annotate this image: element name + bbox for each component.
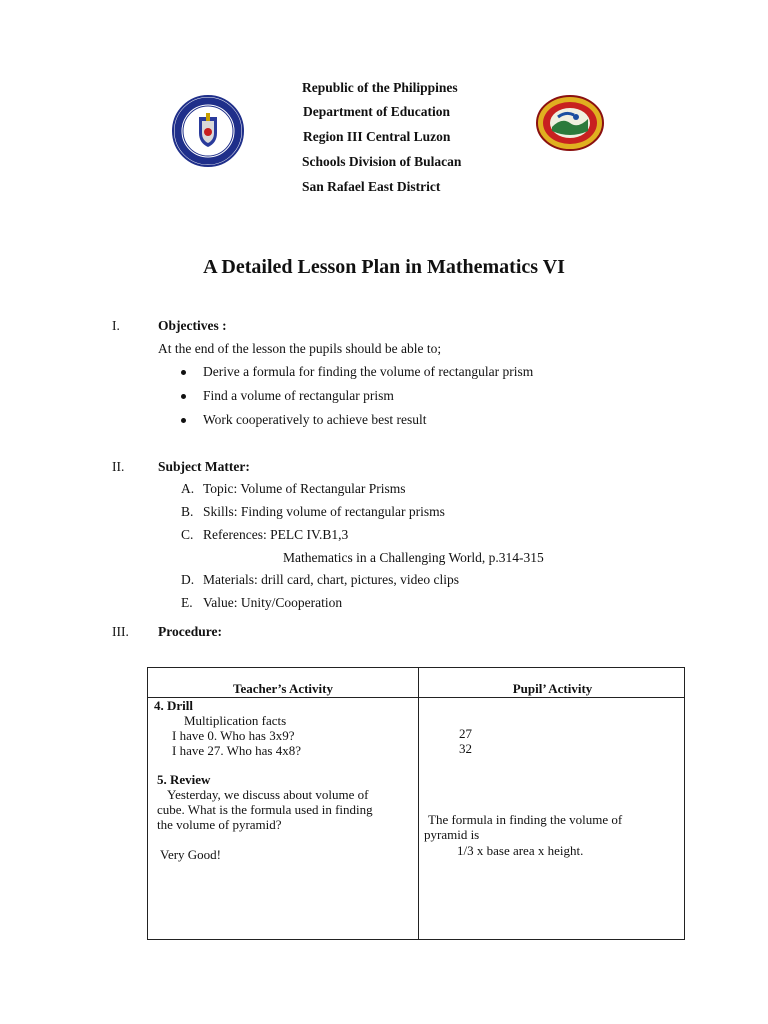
subject-item-text: Value: Unity/Cooperation [203, 595, 343, 610]
header-division: Schools Division of Bulacan [302, 154, 462, 169]
subject-item-letter: A. [181, 481, 195, 496]
pupil-line: pyramid is [424, 827, 480, 842]
subject-item-text: Topic: Volume of Rectangular Prisms [203, 481, 406, 496]
subject-item-text: Skills: Finding volume of rectangular prisms [203, 504, 445, 519]
review-heading: 5. Review [157, 772, 211, 787]
subject-item-letter: E. [181, 595, 193, 610]
header-district: San Rafael East District [302, 179, 441, 194]
subject-item-text: References: PELC IV.B1,3 [203, 527, 349, 542]
teacher-line: Yesterday, we discuss about volume of [167, 787, 369, 802]
section-heading-procedure: Procedure: [158, 624, 222, 639]
drill-heading: 4. Drill [154, 698, 193, 713]
teacher-line: cube. What is the formula used in finding [157, 802, 373, 817]
section-heading-subject: Subject Matter: [158, 459, 250, 474]
deped-seal-icon [172, 95, 244, 167]
table-divider [418, 668, 419, 939]
teacher-praise: Very Good! [160, 847, 222, 862]
teacher-line: I have 0. Who has 3x9? [172, 728, 295, 743]
subject-item-text: Materials: drill card, chart, pictures, video clips [203, 572, 460, 587]
bullet-icon [181, 394, 186, 399]
subject-item-letter: B. [181, 504, 194, 519]
subject-item-letter: D. [181, 572, 195, 587]
activity-table [147, 667, 685, 940]
header-region: Region III Central Luzon [303, 129, 451, 144]
section-number-subject: II. [112, 459, 125, 474]
pupil-answer: 27 [459, 726, 472, 741]
header-republic: Republic of the Philippines [302, 80, 458, 95]
table-divider [148, 697, 684, 698]
pupil-line: The formula in finding the volume of [428, 812, 623, 827]
pupil-line: 1/3 x base area x height. [457, 843, 584, 858]
page-title: A Detailed Lesson Plan in Mathematics VI [203, 256, 565, 278]
pupil-answer: 32 [459, 741, 472, 756]
subject-item-text: Mathematics in a Challenging World, p.314-315 [283, 550, 544, 565]
section-number-procedure: III. [112, 624, 129, 639]
objective-item: Work cooperatively to achieve best result [203, 412, 427, 427]
objectives-intro: At the end of the lesson the pupils should be able to; [158, 341, 442, 356]
column-header-pupil: Pupil’ Activity [512, 681, 593, 696]
bullet-icon [181, 370, 186, 375]
teacher-line: Multiplication facts [184, 713, 287, 728]
division-seal-icon [536, 95, 604, 151]
teacher-line: I have 27. Who has 4x8? [172, 743, 302, 758]
section-heading-objectives: Objectives : [158, 318, 227, 333]
bullet-icon [181, 418, 186, 423]
objective-item: Find a volume of rectangular prism [203, 388, 394, 403]
header-department: Department of Education [303, 104, 450, 119]
objective-item: Derive a formula for finding the volume of rectangular prism [203, 364, 534, 379]
section-number-objectives: I. [112, 318, 120, 333]
column-header-teacher: Teacher’s Activity [232, 681, 333, 696]
subject-item-letter: C. [181, 527, 194, 542]
teacher-line: the volume of pyramid? [157, 817, 282, 832]
